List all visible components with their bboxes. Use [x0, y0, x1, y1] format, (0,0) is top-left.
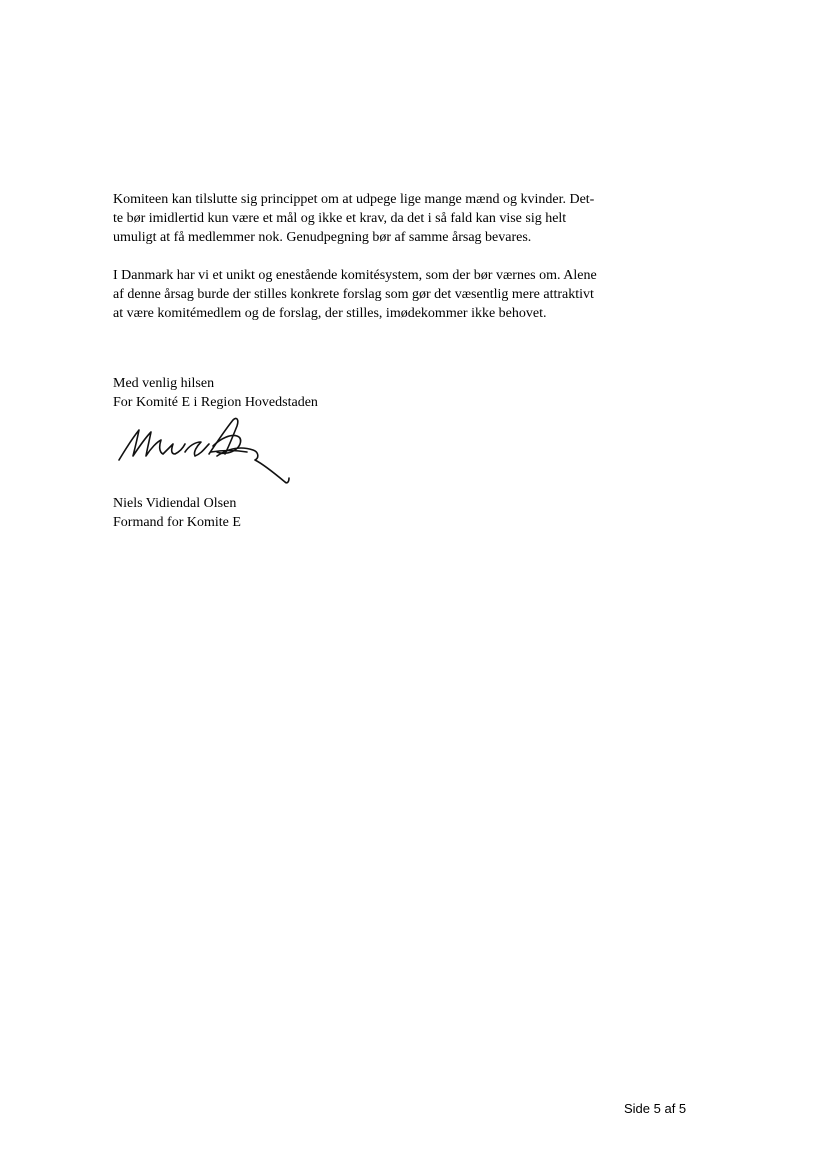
paragraph-line: at være komitémedlem og de forslag, der stilles, imødekommer ikke behovet. [113, 306, 547, 321]
paragraph-committee-system [113, 266, 633, 323]
paragraph-line: af denne årsag burde der stilles konkrete forslag som gør det væsentlig mere attraktivt [113, 287, 594, 302]
closing-on-behalf-of: For Komité E i Region Hovedstaden [113, 395, 318, 410]
closing-block [113, 374, 318, 412]
paragraph-principle [113, 190, 633, 247]
letter-body [113, 190, 633, 323]
paragraph-line: te bør imidlertid kun være et mål og ikke et krav, da det i så fald kan vise sig helt [113, 211, 567, 226]
signer-block [113, 494, 241, 532]
page-number: Side 5 af 5 [624, 1101, 687, 1116]
handwritten-signature-icon [113, 412, 293, 492]
signer-name: Niels Vidiendal Olsen [113, 496, 237, 511]
paragraph-line: Komiteen kan tilslutte sig princippet om at udpege lige mange mænd og kvinder. Det- [113, 192, 595, 207]
signer-title: Formand for Komite E [113, 515, 241, 530]
paragraph-line: I Danmark har vi et unikt og enestående komitésystem, som der bør værnes om. Alene [113, 268, 597, 283]
closing-greeting: Med venlig hilsen [113, 376, 215, 391]
paragraph-line: umuligt at få medlemmer nok. Genudpegning bør af samme årsag bevares. [113, 230, 532, 245]
